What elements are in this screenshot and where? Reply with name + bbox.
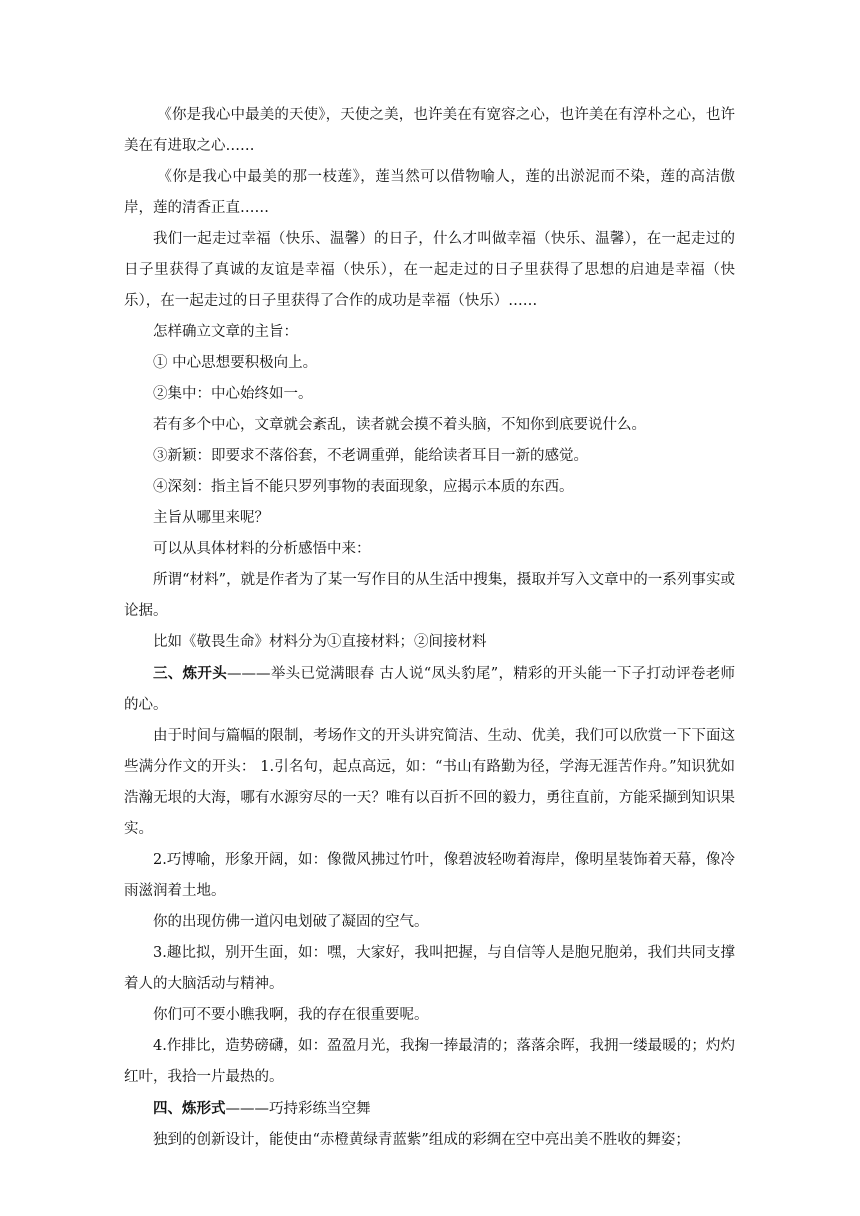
paragraph-materials-definition: 所谓“材料”，就是作者为了某一写作目的从生活中搜集，摄取并写入文章中的一系列事实或论据。 [124,572,735,619]
list-item-positive: ① 中心思想要积极向上。 [153,355,318,371]
section-four-text: ———巧持彩练当空舞 [225,1101,371,1117]
paragraph-parallelism: 4.作排比，造势磅礴，如：盈盈月光，我掬一捧最清的；落落余晖，我拥一缕最暖的；灼灼红叶，我拾一片最热的。 [124,1038,735,1085]
paragraph-materials-example: 比如《敬畏生命》材料分为①直接材料；②间接材料 [153,634,487,650]
document-body [124,100,735,1156]
paragraph-multiple-centers: 若有多个中心，文章就会紊乱，读者就会摸不着头脑，不知你到底要说什么。 [153,417,646,433]
paragraph-innovation: 独到的创新设计，能使由“赤橙黄绿青蓝紫”组成的彩绸在空中亮出美不胜收的舞姿； [153,1132,690,1148]
list-item-deep: ④深刻：指主旨不能只罗列事物的表面现象，应揭示本质的东西。 [153,479,574,495]
section-four-heading: 四、炼形式 [153,1100,226,1117]
paragraph-angel: 《你是我心中最美的天使》，天使之美，也许美在有宽容之心，也许美在有淳朴之心，也许美在有进取之心…… [124,107,735,154]
paragraph-happiness: 我们一起走过幸福（快乐、温馨）的日子，什么才叫做幸福（快乐、温馨），在一起走过的日子里获得了真诚的友谊是幸福（快乐），在一起走过的日子里获得了思想的启迪是幸福（快乐），在一起走过的日子里获得了合作的成功是幸福（快乐）…… [124,231,735,309]
section-four [124,1093,735,1125]
paragraph-personification: 3.趣比拟，别开生面，如：嘿，大家好，我叫把握，与自信等人是胞兄胞弟，我们共同支撑着人的大脑活动与精神。 [124,945,735,992]
paragraph-dont-underestimate: 你们可不要小瞧我啊，我的存在很重要呢。 [153,1007,429,1023]
section-three-heading: 三、炼开头 [153,665,228,682]
paragraph-openings-intro: 由于时间与篇幅的限制，考场作文的开头讲究简洁、生动、优美，我们可以欣赏一下下面这些满分作文的开头： 1.引名句，起点高远，如：“书山有路勤为径，学海无涯苦作舟。”知识犹如浩瀚无垠的大海，哪有水源穷尽的一天？唯有以百折不回的毅力，勇往直前，方能采撷到知识果实。 [124,728,735,837]
paragraph-lightning: 你的出现仿佛一道闪电划破了凝固的空气。 [153,914,429,930]
section-three [124,658,735,721]
list-item-focus: ②集中：中心始终如一。 [153,386,313,402]
paragraph-lotus: 《你是我心中最美的那一枝莲》，莲当然可以借物喻人，莲的出淤泥而不染，莲的高洁傲岸，莲的清香正直…… [124,169,735,216]
paragraph-theme-question: 怎样确立文章的主旨： [153,324,298,340]
list-item-novel: ③新颖：即要求不落俗套，不老调重弹，能给读者耳目一新的感觉。 [153,448,588,464]
section-three-text: ———举头已觉满眼春 古人说“凤头豹尾”，精彩的开头能一下子打动评卷老师的心。 [124,666,736,713]
paragraph-metaphor: 2.巧博喻，形象开阔，如：像微风拂过竹叶，像碧波轻吻着海岸，像明星装饰着天幕，像冷雨滋润着土地。 [124,852,735,899]
paragraph-materials-analysis: 可以从具体材料的分析感悟中来： [153,541,371,557]
paragraph-theme-source: 主旨从哪里来呢？ [153,510,269,526]
